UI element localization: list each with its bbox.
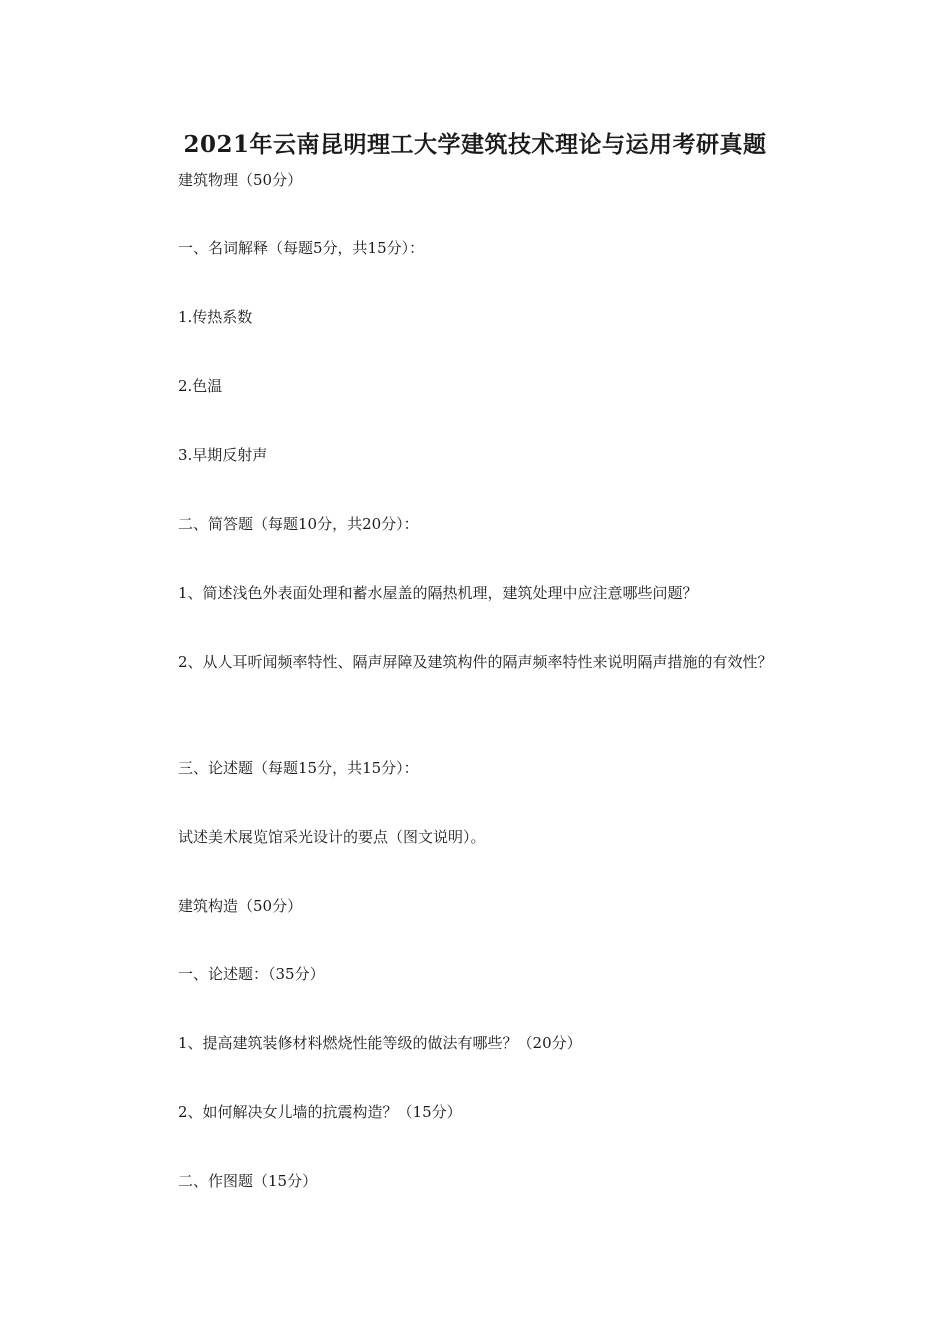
part-heading-drawing: 二、作图题（15分） bbox=[178, 1172, 318, 1190]
question-item: 2.色温 bbox=[178, 377, 223, 395]
part-heading-essay: 三、论述题（每题15分，共15分）： bbox=[178, 759, 419, 777]
part-heading-term-explanation: 一、名词解释（每题5分，共15分）： bbox=[178, 239, 425, 257]
question-item: 3.早期反射声 bbox=[178, 446, 268, 464]
section-heading-building-physics: 建筑物理（50分） bbox=[178, 171, 303, 189]
question-item-wrapped: 2、从人耳听闻频率特性、隔声屏障及建筑构件的隔声频率特性来说明隔声措施的有效性？ bbox=[178, 653, 773, 671]
question-item: 2、如何解决女儿墙的抗震构造？（15分） bbox=[178, 1103, 462, 1121]
question-item: 1、提高建筑装修材料燃烧性能等级的做法有哪些？（20分） bbox=[178, 1034, 582, 1052]
question-item: 试述美术展览馆采光设计的要点（图文说明）。 bbox=[178, 828, 486, 846]
document-title: 2021年云南昆明理工大学建筑技术理论与运用考研真题 bbox=[183, 131, 767, 158]
part-heading-essay: 一、论述题：（35分） bbox=[178, 965, 325, 983]
section-heading-building-construction: 建筑构造（50分） bbox=[178, 897, 303, 915]
question-item: 1.传热系数 bbox=[178, 308, 253, 326]
part-heading-short-answer: 二、简答题（每题10分，共20分）： bbox=[178, 515, 419, 533]
question-item: 1、简述浅色外表面处理和蓄水屋盖的隔热机理，建筑处理中应注意哪些问题？ bbox=[178, 584, 698, 602]
